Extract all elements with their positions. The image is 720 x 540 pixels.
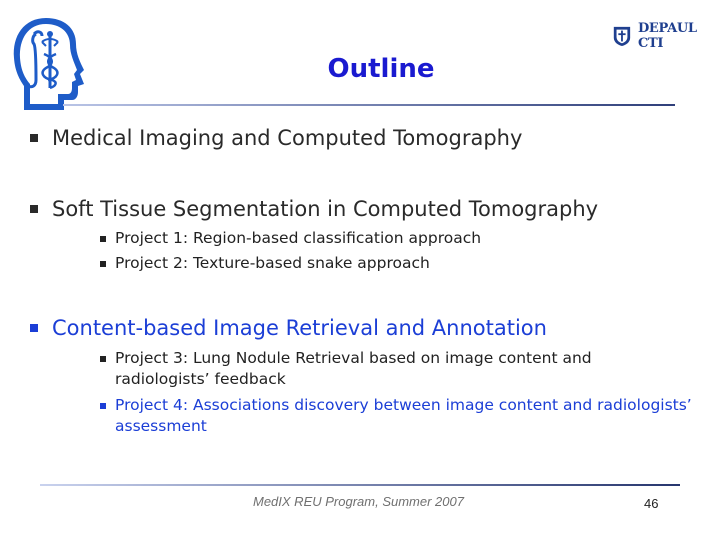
sub-bullet-text: Project 4: Associations discovery between image content and radiologists’ assessment [115, 396, 692, 435]
logo-brand-text: DEPAUL CTI [637, 21, 697, 51]
sub-bullet-text: Project 1: Region-based classification approach [115, 229, 482, 247]
bullet-square-icon [100, 261, 106, 267]
sub-bullet-item [100, 228, 710, 249]
bullet-text: Content-based Image Retrieval and Annotation [52, 316, 547, 340]
bullet-item [30, 316, 547, 340]
page-number: 46 [644, 496, 659, 511]
sub-bullet-text: Project 2: Texture-based snake approach [115, 254, 430, 272]
bullet-item [30, 126, 522, 150]
bullet-square-icon [30, 324, 38, 332]
bullet-square-icon [100, 403, 106, 409]
bullet-square-icon [100, 236, 106, 242]
depaul-logo [612, 22, 718, 50]
bullet-square-icon [30, 134, 38, 142]
depaul-seal-icon [612, 24, 632, 48]
footer-text: MedIX REU Program, Summer 2007 [253, 494, 464, 509]
bullet-text: Soft Tissue Segmentation in Computed Tomography [52, 197, 599, 221]
bullet-square-icon [30, 205, 38, 213]
sub-bullet-text: Project 3: Lung Nodule Retrieval based on image content and radiologists’ feedback [115, 349, 592, 388]
sub-bullet-item [100, 348, 620, 390]
sub-bullet-item [100, 395, 710, 437]
bullet-square-icon [100, 356, 106, 362]
bullet-item [30, 197, 598, 221]
footer-divider [40, 484, 680, 486]
title-divider [63, 104, 675, 106]
medical-head-logo-icon [6, 14, 94, 114]
bullet-text: Medical Imaging and Computed Tomography [52, 126, 523, 150]
sub-bullet-item [100, 253, 710, 274]
slide-title: Outline [327, 54, 435, 84]
